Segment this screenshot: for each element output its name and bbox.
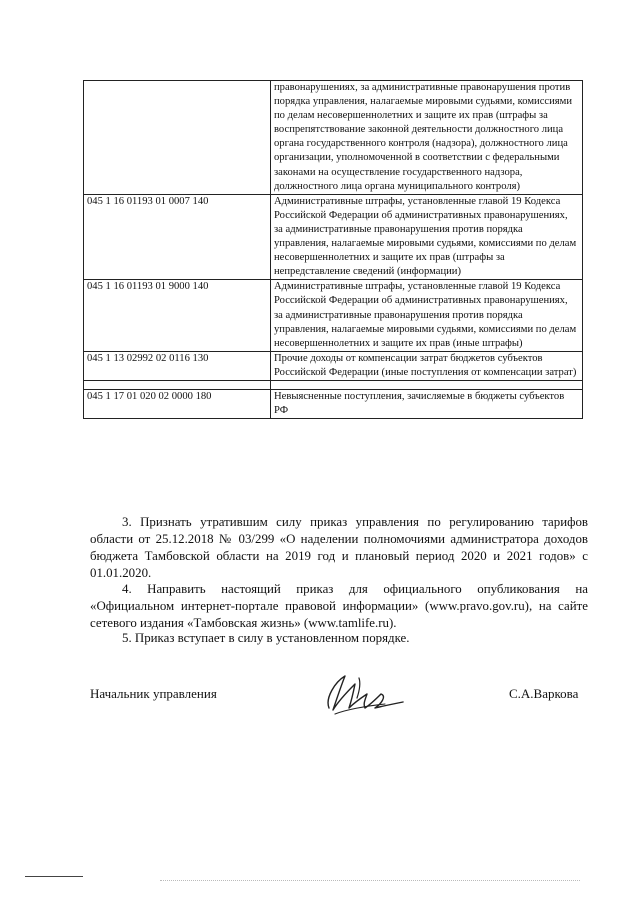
description-cell: Административные штрафы, установленные главой 19 Кодекса Российской Федерации об административных правонарушениях, за административные правонарушения против порядка управления, налагаемые мировыми судьями, комиссиями по делам несовершеннолетних и защите их прав (иные штрафы) xyxy=(271,280,583,351)
table-spacer-row xyxy=(84,380,583,389)
spacer-cell xyxy=(84,380,271,389)
revenue-codes-table xyxy=(83,80,583,419)
spacer-cell xyxy=(271,380,583,389)
paragraph-3: 3. Признать утратившим силу приказ управления по регулированию тарифов области от 25.12.2018 № 03/299 «О наделении полномочиями администратора доходов бюджета Тамбовской области на 2019 год и плановый период 2020 и 2021 годов» с 01.01.2020. xyxy=(90,515,588,580)
table-row xyxy=(84,81,583,195)
description-cell: Административные штрафы, установленные главой 19 Кодекса Российской Федерации об административных правонарушениях, за административные правонарушения против порядка управления, налагаемые мировыми судьями, комиссиями по делам несовершеннолетних и защите их прав (штрафы за непредставление сведений (информации) xyxy=(271,194,583,280)
description-cell: Прочие доходы от компенсации затрат бюджетов субъектов Российской Федерации (иные поступления от компенсации затрат) xyxy=(271,351,583,380)
code-cell: 045 1 16 01193 01 0007 140 xyxy=(84,194,271,280)
description-cell: правонарушениях, за административные правонарушения против порядка управления, налагаемые мировыми судьями, комиссиями по делам несовершеннолетних и защите их прав (штрафы за воспрепятствование законной деятельности должностного лица органа государственного контроля (надзора), должностного лица организации, уполномоченной в соответствии с федеральными законами на осуществление государственного надзора, должностного лица органа муниципального контроля) xyxy=(271,81,583,195)
code-cell: 045 1 16 01193 01 9000 140 xyxy=(84,280,271,351)
table-row xyxy=(84,280,583,351)
scan-artifact-line xyxy=(160,880,580,882)
code-cell xyxy=(84,81,271,195)
table-row xyxy=(84,389,583,418)
code-cell: 045 1 17 01 020 02 0000 180 xyxy=(84,389,271,418)
paragraph-4: 4. Направить настоящий приказ для официального опубликования на «Официальном интернет-портале правовой информации» (www.pravo.gov.ru), на сайте сетевого издания «Тамбовская жизнь» (www.tamlife.ru). xyxy=(90,582,588,630)
code-cell: 045 1 13 02992 02 0116 130 xyxy=(84,351,271,380)
table-row xyxy=(84,351,583,380)
signatory-name: С.А.Варкова xyxy=(509,686,579,701)
table-row xyxy=(84,194,583,280)
footer-rule xyxy=(25,876,83,877)
paragraph-5: 5. Приказ вступает в силу в установленном порядке. xyxy=(122,631,410,645)
signatory-title: Начальник управления xyxy=(90,686,217,701)
handwritten-signature xyxy=(315,668,411,720)
description-cell: Невыясненные поступления, зачисляемые в бюджеты субъектов РФ xyxy=(271,389,583,418)
